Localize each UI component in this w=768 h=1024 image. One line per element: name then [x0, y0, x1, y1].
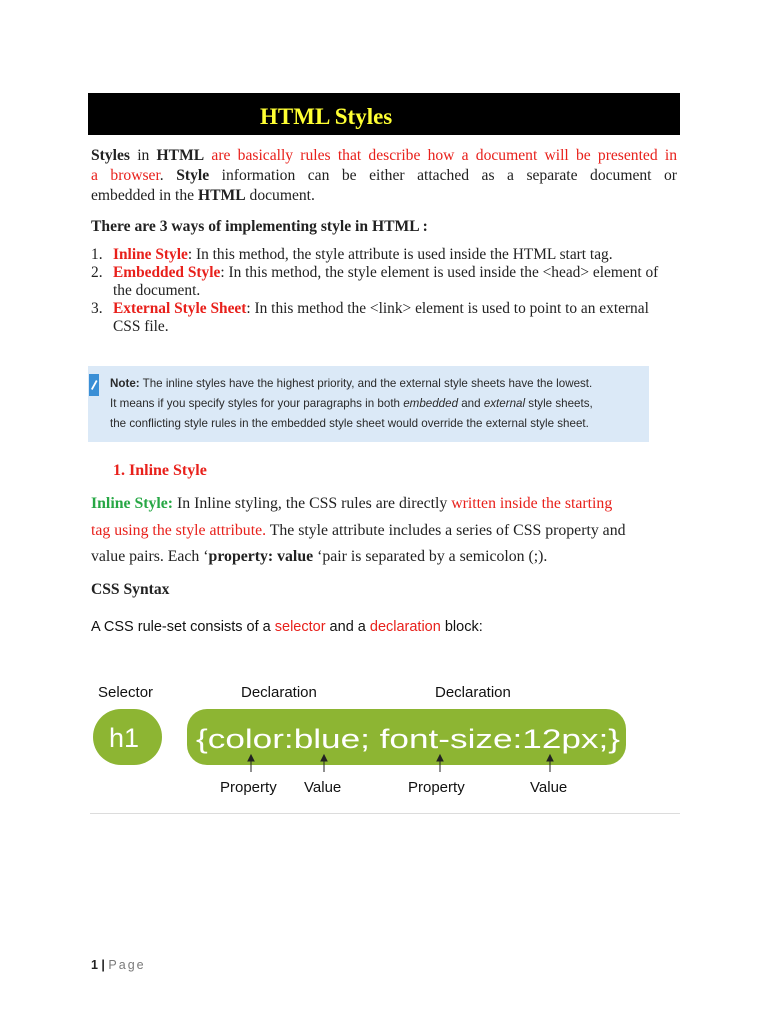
list-item-text: : In this method the <link> element is used to point to an external CSS file.: [113, 300, 649, 335]
note-text-run: The inline styles have the highest priority, and the external style sheets have the lowest.: [139, 377, 593, 390]
note-text-run: It means if you specify styles for your paragraphs in both: [110, 397, 404, 410]
ruleset-text: A CSS rule-set consists of a: [91, 619, 275, 635]
divider: [90, 813, 680, 814]
list-item: [91, 264, 671, 300]
note-line-2: [110, 394, 645, 414]
list-item-label: Embedded Style: [113, 264, 221, 281]
html-word: HTML: [197, 187, 246, 204]
css-syntax-diagram: [90, 678, 650, 802]
intro-text: embedded in the: [91, 187, 198, 204]
list-number: 1.: [91, 246, 103, 263]
property-label-2: Property: [408, 779, 465, 796]
pencil-icon: [89, 374, 99, 396]
list-item-label: External Style Sheet: [113, 300, 247, 317]
declaration-word: declaration: [369, 619, 441, 635]
intro-text: .: [159, 167, 177, 184]
intro-text: document.: [245, 187, 315, 204]
footer-separator: |: [97, 958, 109, 972]
intro-line-3: [91, 186, 677, 206]
list-item-text: : In this method, the style element is used inside the <head> element of the document.: [113, 264, 659, 299]
note-em-embedded: embedded: [403, 397, 459, 410]
page-footer: [91, 958, 146, 972]
note-text-run: and: [458, 397, 484, 410]
inline-para-line-2: [91, 518, 677, 545]
inline-para-line-1: [91, 491, 677, 518]
styles-word: Styles: [91, 147, 130, 164]
ways-list: [91, 246, 671, 336]
intro-text: information can be either attached as a separate document or: [209, 167, 677, 184]
intro-paragraph: [91, 146, 677, 206]
declaration-label-1: Declaration: [241, 684, 317, 701]
selector-label: Selector: [98, 684, 154, 701]
note-text-run: style sheets,: [525, 397, 593, 410]
intro-line-1: [91, 146, 677, 166]
note-text: [110, 374, 645, 434]
inline-style-heading: 1. Inline Style: [113, 462, 207, 479]
note-label: Note:: [110, 377, 140, 390]
para-text: value pairs. Each ‘: [91, 548, 209, 565]
inline-para-line-3: [91, 544, 677, 571]
list-item: [91, 246, 671, 264]
inline-style-paragraph: [91, 491, 677, 571]
css-syntax-heading: CSS Syntax: [91, 581, 170, 598]
page-title: HTML Styles: [260, 104, 393, 129]
page-label: Page: [108, 958, 146, 972]
intro-red-text: a browser: [91, 167, 160, 184]
ruleset-sentence: [91, 619, 483, 635]
list-item-text: : In this method, the style attribute is used inside the HTML start tag.: [187, 246, 613, 263]
inline-style-label: Inline Style:: [91, 495, 174, 512]
list-item-label: Inline Style: [113, 246, 188, 263]
para-text: In Inline styling, the CSS rules are directly: [173, 495, 452, 512]
property-value-text: property: value: [208, 548, 314, 565]
para-red-text: written inside the starting: [451, 495, 613, 512]
ways-heading: There are 3 ways of implementing style in HTML :: [91, 218, 428, 235]
para-red-text: tag using the style attribute.: [91, 521, 267, 539]
note-line-3: the conflicting style rules in the embedded style sheet would override the external style sheet.: [110, 417, 589, 430]
declaration-text: {color:blue; font-size:12px;}: [196, 724, 620, 754]
selector-text: h1: [109, 723, 140, 753]
style-word: Style: [176, 167, 210, 184]
intro-text: in: [129, 147, 157, 164]
list-number: 3.: [91, 300, 103, 317]
html-word: HTML: [156, 147, 205, 164]
value-label-2: Value: [530, 779, 568, 796]
intro-line-2: [91, 166, 677, 186]
note-em-external: external: [483, 397, 526, 410]
page-number: 1: [91, 958, 98, 972]
note-line-1: [110, 374, 645, 394]
list-number: 2.: [91, 264, 103, 281]
list-item: [91, 300, 671, 336]
ruleset-text: block:: [440, 619, 483, 635]
para-text: The style attribute includes a series of CSS property and: [266, 521, 626, 539]
declaration-label-2: Declaration: [435, 684, 511, 701]
ruleset-text: and a: [325, 619, 370, 635]
selector-word: selector: [274, 619, 326, 635]
property-label-1: Property: [220, 779, 277, 796]
para-text: ‘pair is separated by a semicolon (;).: [313, 548, 548, 565]
value-label-1: Value: [304, 779, 342, 796]
intro-red-text: are basically rules that describe how a document will be presented in: [204, 147, 677, 164]
